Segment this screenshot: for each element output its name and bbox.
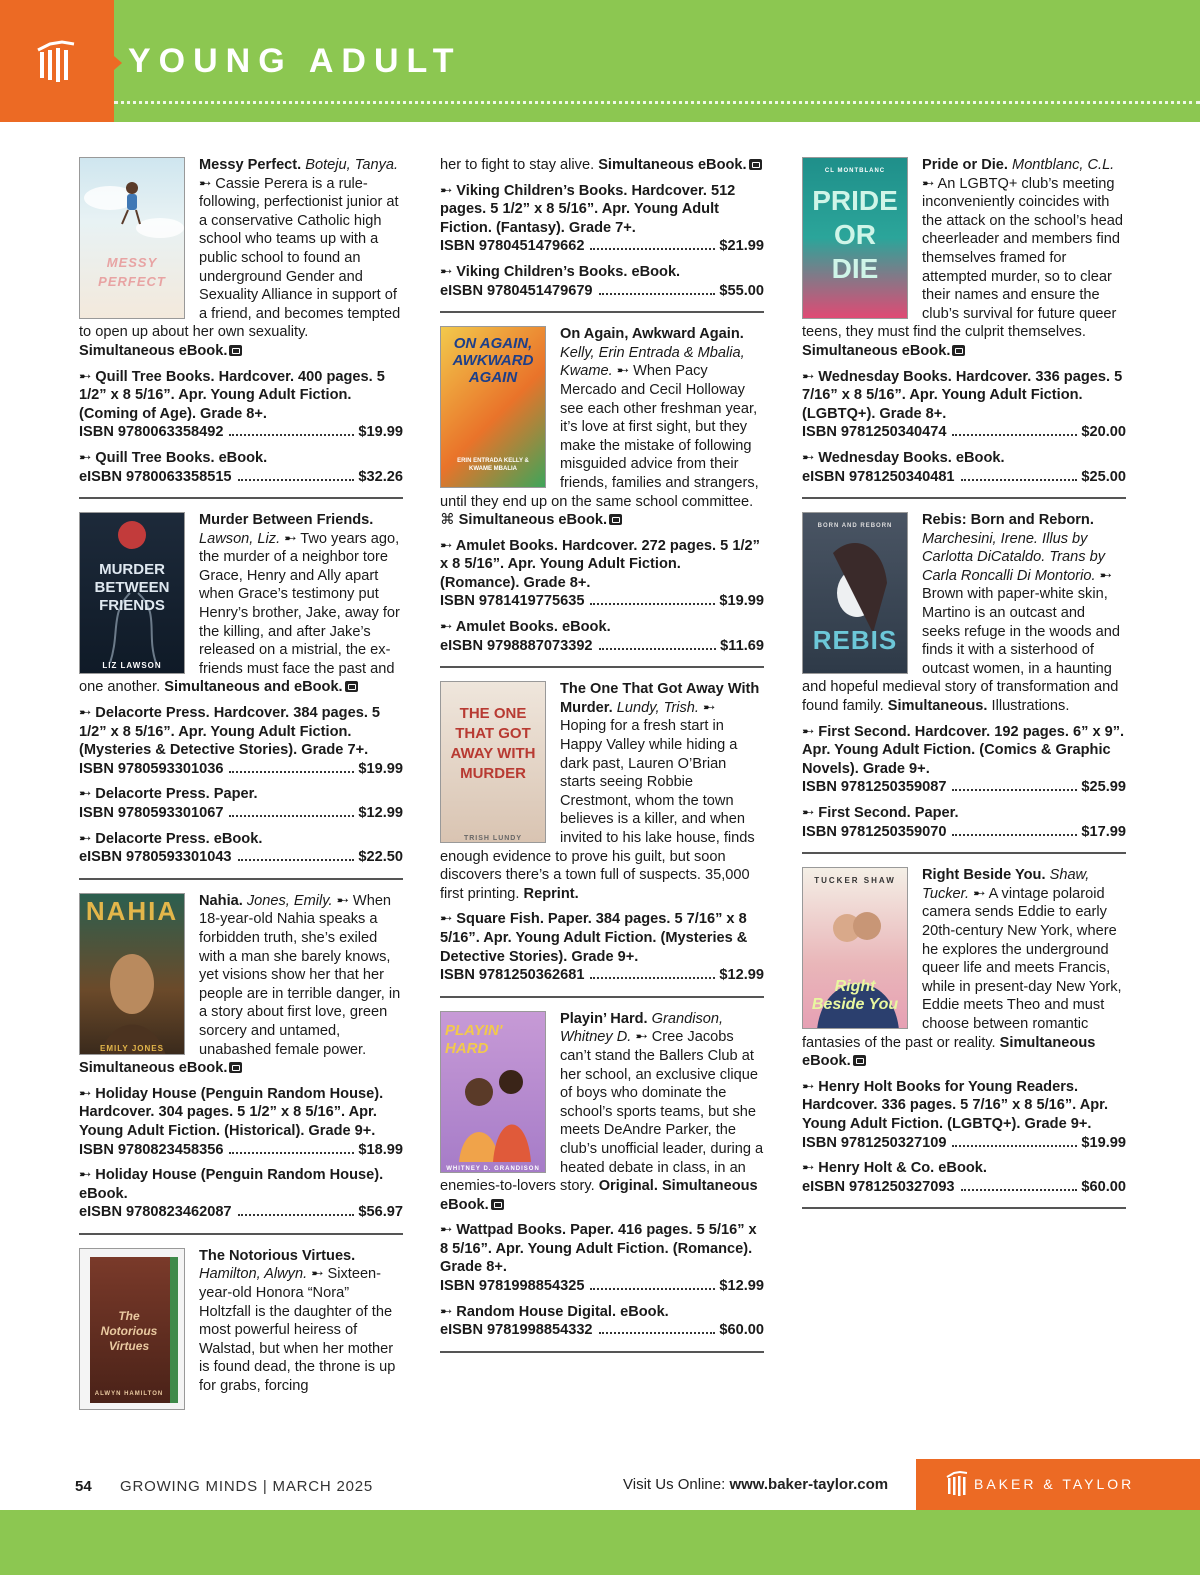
format-block bbox=[802, 1159, 1126, 1196]
isbn: ISBN 9781250340474 bbox=[802, 424, 947, 441]
ebook-icon bbox=[853, 1055, 866, 1066]
price: $19.99 bbox=[358, 424, 403, 441]
availability-tag: Simultaneous eBook. bbox=[802, 342, 951, 359]
availability-tag: Original. Simultaneous eBook. bbox=[440, 1178, 758, 1213]
availability-tag: Simultaneous eBook. bbox=[79, 1060, 228, 1077]
isbn: ISBN 9781998854325 bbox=[440, 1278, 585, 1295]
book-cover bbox=[440, 326, 546, 488]
arrow-icon: ➸ bbox=[922, 175, 935, 192]
book-author: Lawson, Liz. bbox=[199, 530, 281, 547]
book-cover bbox=[440, 1011, 546, 1173]
cover-title: The Notorious Virtues bbox=[100, 1308, 158, 1353]
ebook-icon bbox=[749, 159, 762, 170]
footer-brand bbox=[916, 1459, 1200, 1510]
book-title: Rebis: Born and Reborn. bbox=[922, 512, 1094, 529]
format-block bbox=[440, 263, 764, 300]
price: $12.99 bbox=[719, 967, 764, 984]
ebook-icon bbox=[229, 345, 242, 356]
arrow-icon: ➸ bbox=[635, 1029, 648, 1046]
book-entry bbox=[440, 680, 764, 998]
book-title: The Notorious Virtues. bbox=[199, 1247, 356, 1264]
price: $21.99 bbox=[719, 238, 764, 255]
availability-tag: Simultaneous eBook. bbox=[458, 512, 608, 529]
format-text: Amulet Books. eBook. bbox=[455, 619, 611, 636]
format-text: First Second. Hardcover. 192 pages. 6” x 9”. Apr. Young Adult Fiction. (Comics & Graphic Novels). Grade 9+. bbox=[802, 723, 1125, 777]
command-icon: ⌘ bbox=[440, 512, 455, 529]
book-entry bbox=[79, 1247, 403, 1425]
book-entry bbox=[802, 866, 1126, 1209]
book-author: Lundy, Trish. bbox=[616, 699, 699, 716]
price: $11.69 bbox=[720, 637, 764, 654]
baker-taylor-columns-icon bbox=[36, 40, 76, 84]
isbn: ISBN 9781250359087 bbox=[802, 779, 947, 796]
book-cover bbox=[440, 681, 546, 843]
extra-note: Illustrations. bbox=[991, 698, 1070, 715]
ebook-icon bbox=[345, 681, 358, 692]
arrow-icon: ➸ bbox=[284, 530, 297, 547]
book-description: Cree Jacobs can’t stand the Ballers Club at her school, an exclusive clique of boys who dominate the school’s sports teams, but she meets DeAndre Parker, the club’s unofficial leader, during a heated debate in class, in an enemies-to-lovers story. bbox=[440, 1029, 764, 1195]
cover-author: ERIN ENTRADA KELLY & KWAME MBALIA bbox=[457, 458, 529, 473]
arrow-icon: ➸ bbox=[440, 182, 453, 199]
arrow-icon: ➸ bbox=[79, 368, 92, 385]
format-block bbox=[79, 368, 403, 442]
availability-tag: Simultaneous and eBook. bbox=[164, 679, 343, 696]
book-author: Jones, Emily. bbox=[246, 892, 333, 909]
page-number: 54 bbox=[75, 1478, 92, 1495]
arrow-icon: ➸ bbox=[79, 705, 92, 722]
book-entry bbox=[802, 511, 1126, 854]
isbn: ISBN 9781419775635 bbox=[440, 593, 585, 610]
arrow-icon: ➸ bbox=[802, 1078, 815, 1095]
book-description: Hoping for a fresh start in Happy Valley while hiding a dark past, Lauren O’Brian starts seeing Robbie Crestmont, whom the town believes is a killer, and when invited to his lake house, finds enough evidence to prove his guilt, but soon discovers there’s a town full of suspects. 35,000 first printing. bbox=[440, 718, 755, 902]
isbn: ISBN 9781250359070 bbox=[802, 823, 947, 840]
format-block bbox=[802, 723, 1126, 797]
arrow-icon: ➸ bbox=[1099, 567, 1112, 584]
availability-tag: Reprint. bbox=[523, 885, 579, 902]
format-text: Henry Holt & Co. eBook. bbox=[818, 1160, 987, 1177]
arrow-icon: ➸ bbox=[802, 1160, 815, 1177]
cover-title: ON AGAIN, AWKWARD AGAIN bbox=[452, 335, 534, 387]
availability-tag: Simultaneous. bbox=[887, 698, 988, 715]
price: $19.99 bbox=[358, 760, 403, 777]
arrow-icon: ➸ bbox=[440, 911, 453, 928]
isbn: eISBN 9781998854332 bbox=[440, 1322, 593, 1339]
format-block bbox=[79, 704, 403, 778]
arrow-icon: ➸ bbox=[616, 363, 630, 380]
arrow-icon: ➸ bbox=[802, 723, 815, 740]
availability-tag: Simultaneous eBook. bbox=[598, 157, 747, 173]
format-text: Square Fish. Paper. 384 pages. 5 7/16” x 8 5/16”. Apr. Young Adult Fiction. (Mysteries & Detective Stories). Grade 9+. bbox=[440, 911, 748, 965]
book-entry bbox=[440, 1010, 764, 1353]
cover-title: REBIS bbox=[812, 625, 898, 656]
format-block bbox=[802, 804, 1126, 841]
book-author: Boteju, Tanya. bbox=[305, 157, 399, 173]
arrow-icon: ➸ bbox=[802, 805, 815, 821]
book-entry bbox=[79, 511, 403, 880]
book-entry bbox=[79, 892, 403, 1235]
book-entry bbox=[802, 156, 1126, 499]
book-description: When 18-year-old Nahia speaks a forbidden truth, she’s exiled with a man she barely knows, yet visions show her that her people are in terrible danger, in a story about first love, green sorcery and untamed, unabashed female power. bbox=[199, 892, 401, 1058]
cover-author: TRISH LUNDY bbox=[463, 835, 523, 843]
cover-top-text: BORN AND REBORN bbox=[817, 523, 893, 530]
book-cover bbox=[79, 1248, 185, 1410]
book-entry bbox=[79, 156, 403, 499]
price: $12.99 bbox=[358, 805, 403, 821]
book-cover bbox=[79, 157, 185, 319]
isbn: eISBN 9780823462087 bbox=[79, 1204, 232, 1221]
arrow-icon: ➸ bbox=[802, 449, 815, 466]
format-text: Delacorte Press. Hardcover. 384 pages. 5 1/2” x 8 5/16”. Apr. Young Adult Fiction. (Mysteries & Detective Stories). Grade 7+. bbox=[79, 705, 381, 759]
book-title: Playin’ Hard. bbox=[560, 1010, 648, 1027]
price: $32.26 bbox=[358, 468, 403, 485]
section-title: YOUNG ADULT bbox=[128, 42, 462, 80]
book-description: An LGBTQ+ club’s meeting inconveniently coincides with the attack on the school’s head cheerleader and members find themselves framed for attempted murder, so to clear their names and ensure the club’s survival for future queer teens, they must find the culprit themselves. bbox=[802, 175, 1123, 341]
cover-title: MURDER BETWEEN FRIENDS bbox=[94, 561, 170, 615]
cover-author: EMILY JONES bbox=[100, 1043, 164, 1053]
price: $25.99 bbox=[1081, 779, 1126, 796]
book-description: A vintage polaroid camera sends Eddie to early 20th-century New York, where he explores the underground queer life and meets Francis, while in present-day New York, Eddie meets Theo and must choose between romantic fantasies of the past or reality. bbox=[802, 885, 1122, 1051]
arrow-icon: ➸ bbox=[440, 619, 453, 636]
book-title: Pride or Die. bbox=[922, 157, 1008, 173]
format-block bbox=[79, 785, 403, 822]
arrow-icon: ➸ bbox=[973, 885, 986, 902]
isbn: eISBN 9798887073392 bbox=[440, 637, 593, 654]
book-description: Brown with paper-white skin, Martino is an outcast and seeks refuge in the woods and finds it with a sisterhood of outcast women, in a haunting and hopeful medieval story of transformation and found family. bbox=[802, 586, 1120, 715]
arrow-icon: ➸ bbox=[336, 892, 349, 909]
book-title: Murder Between Friends. bbox=[199, 512, 374, 529]
arrow-icon: ➸ bbox=[79, 1167, 92, 1184]
header-logo bbox=[0, 0, 114, 122]
cover-title: PLAYIN' HARD bbox=[445, 1021, 503, 1058]
price: $55.00 bbox=[719, 282, 764, 299]
cover-art bbox=[80, 158, 185, 319]
ebook-icon bbox=[609, 514, 622, 525]
format-block bbox=[802, 368, 1126, 442]
isbn: eISBN 9781250340481 bbox=[802, 468, 955, 485]
price: $60.00 bbox=[1081, 1178, 1126, 1195]
isbn: eISBN 9781250327093 bbox=[802, 1178, 955, 1195]
arrow-icon: ➸ bbox=[311, 1266, 324, 1283]
book-description: Cassie Perera is a rule-following, perfectionist junior at a conservative Catholic high school who teams up with a public school to found an underground Gender and Sexuality Alliance in support of a friend, and becomes tempted to open up about her own sexuality. bbox=[79, 175, 401, 341]
price: $20.00 bbox=[1081, 424, 1126, 441]
format-block bbox=[79, 830, 403, 867]
arrow-icon: ➸ bbox=[440, 537, 453, 554]
book-cover bbox=[802, 157, 908, 319]
format-text: Random House Digital. eBook. bbox=[456, 1303, 669, 1320]
cover-author: LIZ LAWSON bbox=[102, 661, 162, 671]
format-text: Amulet Books. Hardcover. 272 pages. 5 1/2” x 8 5/16”. Apr. Young Adult Fiction. (Romance). Grade 8+. bbox=[440, 537, 760, 591]
cover-title: MESSY PERFECT bbox=[98, 255, 166, 289]
book-author: Shaw, Tucker. bbox=[922, 867, 1090, 902]
book-title: Messy Perfect. bbox=[199, 157, 302, 173]
arrow-icon: ➸ bbox=[440, 263, 453, 280]
price: $22.50 bbox=[358, 849, 403, 866]
book-description: her to fight to stay alive. bbox=[440, 157, 595, 173]
book-author: Marchesini, Irene. Illus by Carlotta DiCataldo. Trans by Carla Roncalli Di Montorio. bbox=[922, 530, 1106, 584]
ebook-icon bbox=[491, 1199, 504, 1210]
arrow-icon: ➸ bbox=[199, 175, 212, 192]
arrow-icon: ➸ bbox=[79, 1085, 92, 1102]
arrow-icon: ➸ bbox=[440, 1303, 453, 1320]
format-text: Delacorte Press. eBook. bbox=[95, 830, 263, 847]
availability-tag: Simultaneous eBook. bbox=[79, 342, 228, 359]
format-text: Wednesday Books. eBook. bbox=[818, 449, 1005, 466]
isbn: eISBN 9780063358515 bbox=[79, 468, 232, 485]
price: $17.99 bbox=[1081, 823, 1126, 840]
isbn: ISBN 9780063358492 bbox=[79, 424, 224, 441]
book-author: Montblanc, C.L. bbox=[1012, 157, 1115, 173]
cover-title: PRIDE OR DIE bbox=[812, 185, 898, 284]
price: $25.00 bbox=[1081, 468, 1126, 485]
format-text: Viking Children’s Books. eBook. bbox=[456, 263, 681, 280]
book-cover bbox=[79, 512, 185, 674]
format-block bbox=[440, 1221, 764, 1295]
book-author: Grandison, Whitney D. bbox=[560, 1010, 724, 1046]
isbn: ISBN 9781250327109 bbox=[802, 1134, 947, 1151]
format-block bbox=[440, 618, 764, 655]
isbn: eISBN 9780593301043 bbox=[79, 849, 232, 866]
price: $19.99 bbox=[719, 593, 764, 610]
isbn: eISBN 9780451479679 bbox=[440, 282, 593, 299]
price: $18.99 bbox=[358, 1141, 403, 1158]
price: $19.99 bbox=[1081, 1134, 1126, 1151]
cover-title: THE ONE THAT GOT AWAY WITH MURDER bbox=[450, 705, 536, 783]
format-text: Henry Holt Books for Young Readers. Hardcover. 336 pages. 5 7/16” x 8 5/16”. Apr. Young Adult Fiction. (LGBTQ+). Grade 9+. bbox=[802, 1078, 1109, 1132]
book-title: The One That Got Away With Murder. bbox=[560, 681, 760, 716]
format-block bbox=[440, 910, 764, 984]
cover-author: CL MONTBLANC bbox=[824, 168, 886, 174]
format-text: Viking Children’s Books. Hardcover. 512 pages. 5 1/2” x 8 5/16”. Apr. Young Adult Fiction. (Fantasy). Grade 7+. bbox=[440, 182, 736, 236]
header-arrow bbox=[114, 56, 122, 70]
format-block bbox=[802, 1078, 1126, 1152]
price: $60.00 bbox=[719, 1322, 764, 1339]
cover-title: NAHIA bbox=[85, 895, 179, 926]
format-block bbox=[79, 449, 403, 486]
book-description: Two years ago, the murder of a neighbor tore Grace, Henry and Ally apart when Grace’s testimony put Henry’s brother, Jake, away for the killing, and after Jake’s released on a mistrial, the ex-friends must face the past and one another. bbox=[79, 530, 400, 696]
format-text: Quill Tree Books. eBook. bbox=[95, 449, 268, 466]
isbn: ISBN 9781250362681 bbox=[440, 967, 585, 984]
arrow-icon: ➸ bbox=[79, 449, 92, 466]
book-cover bbox=[79, 893, 185, 1055]
header-dotted-rule bbox=[114, 101, 1200, 104]
format-block bbox=[802, 449, 1126, 486]
visit-online bbox=[623, 1476, 888, 1493]
format-text: Holiday House (Penguin Random House). eBook. bbox=[79, 1167, 384, 1202]
book-author: Hamilton, Alwyn. bbox=[199, 1266, 308, 1283]
format-block bbox=[79, 1085, 403, 1159]
arrow-icon: ➸ bbox=[703, 699, 716, 716]
baker-taylor-columns-icon bbox=[946, 1471, 968, 1497]
isbn: ISBN 9780451479662 bbox=[440, 238, 585, 255]
book-entry bbox=[440, 325, 764, 668]
format-text: Wednesday Books. Hardcover. 336 pages. 5 7/16” x 8 5/16”. Apr. Young Adult Fiction. (LGBTQ+). Grade 8+. bbox=[802, 368, 1123, 422]
isbn: ISBN 9780593301067 bbox=[79, 805, 224, 821]
price: $56.97 bbox=[358, 1204, 403, 1221]
arrow-icon: ➸ bbox=[802, 368, 815, 385]
cover-title: Right Beside You bbox=[811, 978, 899, 1014]
book-title: On Again, Awkward Again. bbox=[560, 326, 744, 343]
footer-band bbox=[0, 1510, 1200, 1575]
isbn: ISBN 9780823458356 bbox=[79, 1141, 224, 1158]
arrow-icon: ➸ bbox=[79, 830, 92, 847]
book-cover bbox=[802, 512, 908, 674]
visit-label: Visit Us Online: bbox=[623, 1476, 726, 1493]
book-description: When Pacy Mercado and Cecil Holloway see each other freshman year, it’s love at first sight, but they make the mistake of following misguided advice from their friends, families and strangers, until they end up on the same school committee. bbox=[440, 363, 759, 510]
website-link[interactable]: www.baker-taylor.com bbox=[729, 1476, 889, 1493]
book-author: Kelly, Erin Entrada & Mbalia, Kwame. bbox=[560, 344, 745, 380]
brand-name: BAKER & TAYLOR bbox=[974, 1476, 1135, 1492]
column-3 bbox=[802, 156, 1126, 1221]
book-entry-continued bbox=[440, 156, 764, 313]
isbn: ISBN 9780593301036 bbox=[79, 760, 224, 777]
cover-author: WHITNEY D. GRANDISON bbox=[446, 1165, 540, 1172]
cover-top-text: TUCKER SHAW bbox=[814, 876, 896, 886]
arrow-icon: ➸ bbox=[79, 786, 92, 803]
format-text: Quill Tree Books. Hardcover. 400 pages. 5 1/2” x 8 5/16”. Apr. Young Adult Fiction. (Coming of Age). Grade 8+. bbox=[79, 368, 385, 422]
column-2 bbox=[440, 156, 764, 1365]
ebook-icon bbox=[229, 1062, 242, 1073]
format-text: Delacorte Press. Paper. bbox=[95, 786, 258, 803]
book-description: Sixteen-year-old Honora “Nora” Holtzfall is the daughter of the most powerful heiress of Walstad, but when her mother is found dead, the throne is up for grabs, forcing bbox=[199, 1266, 396, 1395]
book-cover bbox=[802, 867, 908, 1029]
ebook-icon bbox=[952, 345, 965, 356]
price: $12.99 bbox=[719, 1278, 764, 1295]
book-title: Right Beside You. bbox=[922, 867, 1046, 884]
format-text: First Second. Paper. bbox=[818, 805, 959, 821]
cover-author: ALWYN HAMILTON bbox=[94, 1390, 164, 1397]
availability-tag: Simultaneous eBook. bbox=[802, 1034, 1096, 1070]
format-block bbox=[440, 182, 764, 256]
format-block bbox=[440, 1303, 764, 1340]
format-text: Holiday House (Penguin Random House). Hardcover. 304 pages. 5 1/2” x 8 5/16”. Apr. Young Adult Fiction. (Historical). Grade 9+. bbox=[79, 1085, 384, 1139]
format-text: Wattpad Books. Paper. 416 pages. 5 5/16” x 8 5/16”. Apr. Young Adult Fiction. (Romance). Grade 8+. bbox=[440, 1222, 757, 1276]
book-title: Nahia. bbox=[199, 892, 243, 909]
arrow-icon: ➸ bbox=[440, 1222, 453, 1239]
publication-name: GROWING MINDS | MARCH 2025 bbox=[120, 1478, 374, 1495]
column-1 bbox=[79, 156, 403, 1425]
format-block bbox=[79, 1166, 403, 1222]
format-block bbox=[440, 537, 764, 611]
